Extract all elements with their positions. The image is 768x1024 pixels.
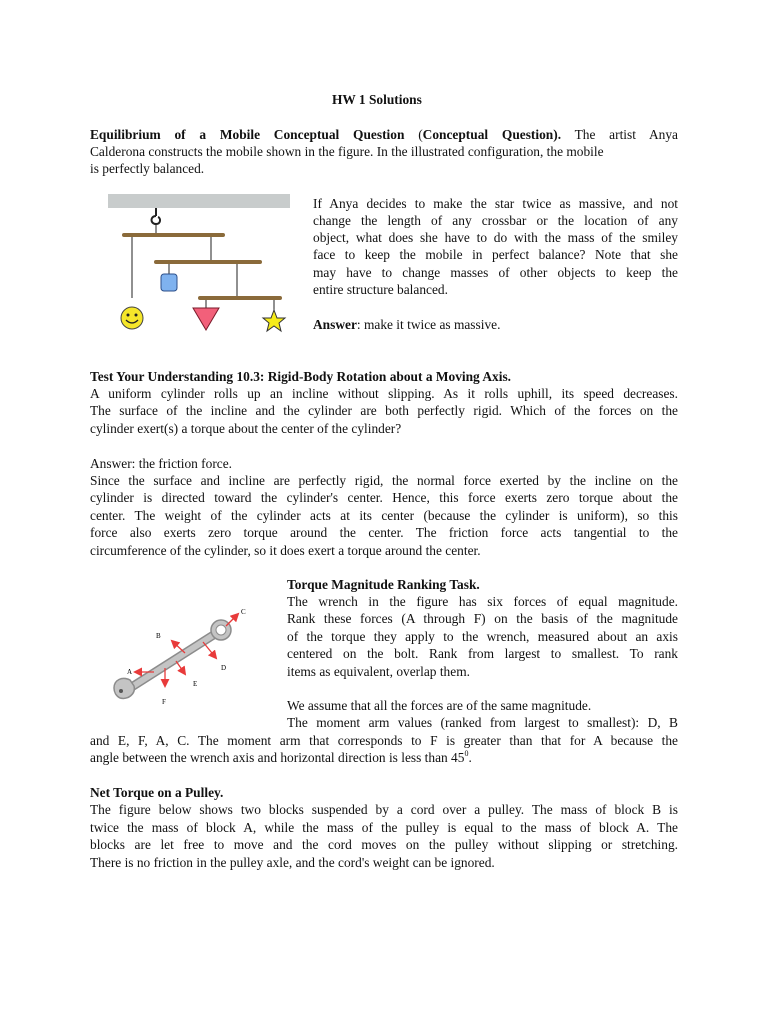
section2-p1-line1: A uniform cylinder rolls up an incline without slipping. As it rolls uphill, its speed decreases. [90,386,678,401]
section2-p2-line5: circumference of the cylinder, so it does exert a torque around the center. [90,543,481,558]
section2-p2-line4: force also exerts zero torque around the center. The friction force acts tangential to the [90,525,678,540]
section2-p2-line3: center. The weight of the cylinder acts at its center (because the cylinder is uniform), so this [90,508,678,523]
section4-line1: The figure below shows two blocks suspended by a cord over a pulley. The mass of block B is [90,802,678,817]
label-e: E [193,680,198,688]
section2-p2-line1: Since the surface and incline are perfectly rigid, the normal force exerted by the incline on the [90,473,678,488]
section3-p3-line1: The moment arm values (ranked from largest to smallest): D, B [287,715,678,730]
label-d: D [221,664,227,672]
question-line-2: change the length of any crossbar or the location of any [313,213,678,228]
force-arrow-b [172,641,185,653]
section4-line2: twice the mass of block A, while the mass of the pulley is equal to the mass of block A. The [90,820,678,835]
section1-line3: is perfectly balanced. [90,161,205,176]
force-arrow-c [226,614,238,626]
section1-line1 [90,126,678,143]
square-icon [161,274,177,291]
section3-p3-line3: angle between the wrench axis and horizontal direction is less than $45^0$. [90,749,472,765]
section3-p1-line4: centered on the bolt. Rank from largest to smallest. To rank [287,646,678,661]
label-f: F [162,698,166,706]
label-a: A [127,668,133,676]
triangle-icon [193,308,219,330]
section3-p1-line2: Rank these forces (A through F) on the basis of the magnitude [287,611,678,626]
section1-line1-rest: The artist Anya [574,127,679,142]
force-arrow-d [203,642,216,658]
section4-heading: Net Torque on a Pulley. [90,785,224,800]
wrench-figure [100,596,280,712]
page-title: HW 1 Solutions [332,92,422,107]
question-line-5: may have to change masses of other objects to keep the [313,265,678,280]
section3-p2: We assume that all the forces are of the same magnitude. [287,698,592,713]
smiley-icon [121,307,143,329]
section2-answer: Answer: the friction force. [90,456,233,471]
wrench-icon [114,620,231,698]
question-line-1: If Anya decides to make the star twice as massive, and not [313,196,678,211]
mobile-figure [100,190,300,340]
hook-icon [152,208,161,224]
section2-p1-line2: The surface of the incline and the cylinder are both perfectly rigid. Which of the forces on the [90,403,678,418]
section1-heading: Equilibrium of a Mobile Conceptual Question [90,127,405,142]
question-line-3: object, what does she have to do with the mass of the smiley [313,230,678,245]
section3-p1-line5: items as equivalent, overlap them. [287,664,470,679]
question-line-6: entire structure balanced. [313,282,448,297]
question-line-4: face to keep the mobile in perfect balance? Note that she [313,247,678,262]
section2-p2-line2: cylinder is directed toward the cylinder's center. Hence, this force exerts zero torque about the [90,490,678,505]
section3-heading: Torque Magnitude Ranking Task. [287,577,480,592]
ceiling [108,194,290,208]
section4-line3: blocks are let free to move and the cord moves on the pulley without slipping or stretching. [90,837,678,852]
section1-line2: Calderona constructs the mobile shown in the figure. In the illustrated configuration, the mobile [90,144,604,159]
section2-p1-line3: cylinder exert(s) a torque about the center of the cylinder? [90,421,402,436]
section4-line4: There is no friction in the pulley axle, and the cord's weight can be ignored. [90,855,495,870]
label-b: B [156,632,161,640]
bottom-crossbar [198,296,282,300]
section2-heading: Test Your Understanding 10.3: Rigid-Body Rotation about a Moving Axis. [90,369,512,384]
top-crossbar [122,233,225,237]
label-c: C [241,608,246,616]
section1-heading-paren: (Conceptual Question). [418,127,562,142]
section3-p1-line3: of the torque they apply to the wrench, measured about an axis [287,629,678,644]
force-arrow-e [176,661,185,674]
star-icon [263,310,285,331]
section1-answer: Answer: make it twice as massive. [313,317,501,332]
section3-p3-line2: and E, F, A, C. The moment arm that corresponds to F is greater than that for A because the [90,733,678,748]
section3-p1-line1: The wrench in the figure has six forces of equal magnitude. [287,594,678,609]
middle-crossbar [154,260,262,264]
